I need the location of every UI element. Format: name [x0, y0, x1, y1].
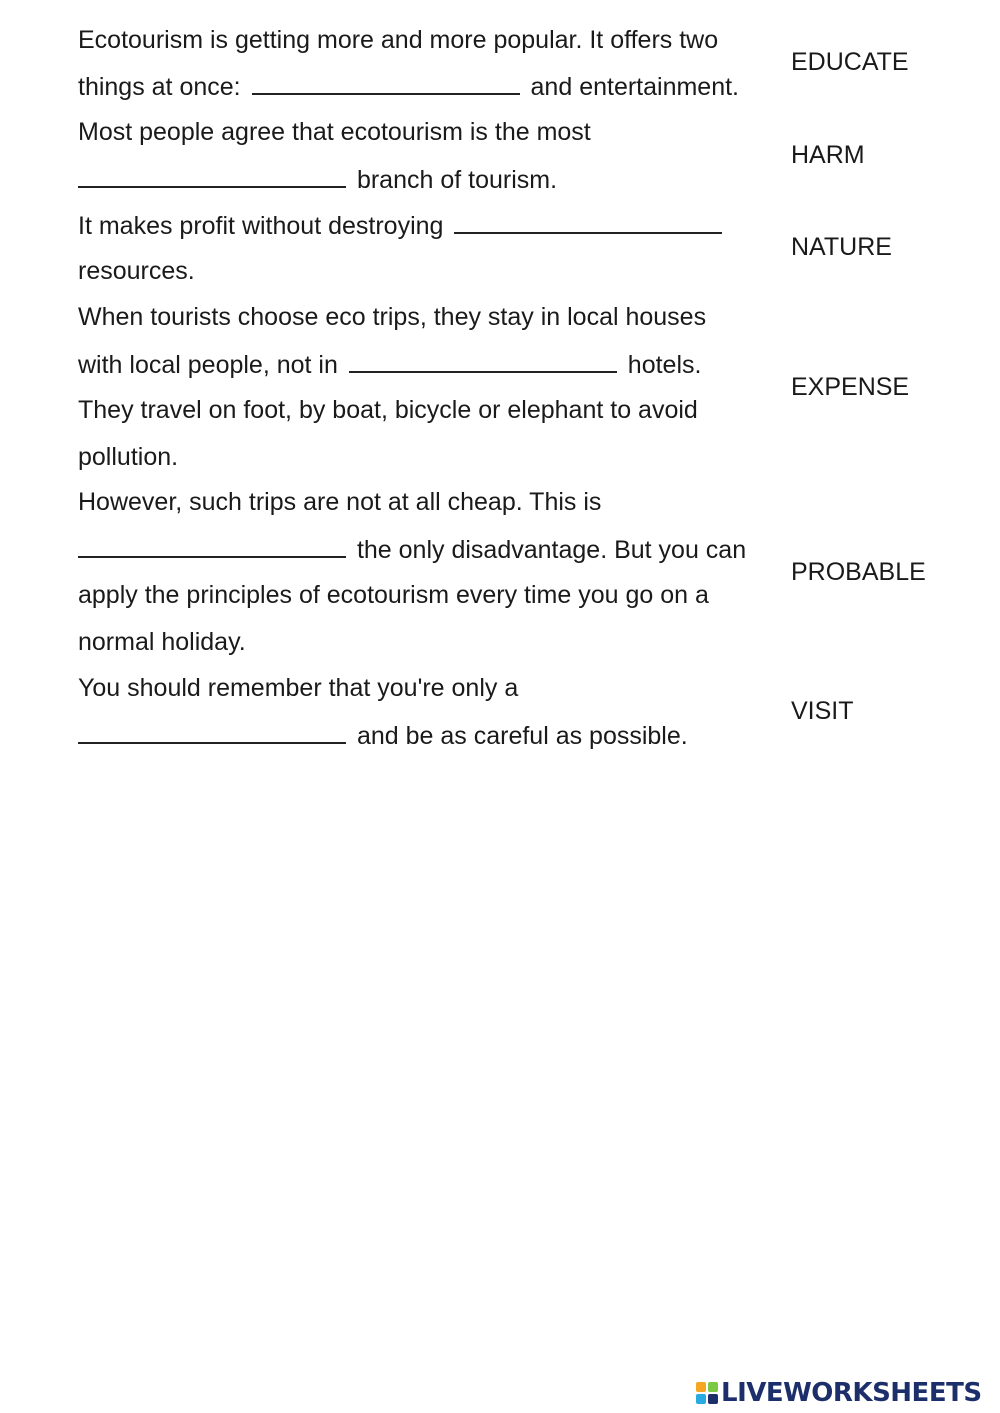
text-line: [78, 395, 698, 425]
line-text: the only disadvantage. But you can: [356, 536, 747, 564]
text-line: [78, 487, 601, 517]
line-text: apply the principles of ecotourism every time you go on a: [78, 581, 709, 609]
text-line: [78, 627, 246, 657]
logo-mark-icon: [696, 1382, 718, 1404]
answer-blank-2[interactable]: [78, 164, 346, 188]
line-text: branch of tourism.: [356, 166, 558, 194]
keyword-visit: VISIT: [791, 697, 854, 725]
line-text: with local people, not in: [78, 351, 338, 379]
line-text: pollution.: [78, 443, 179, 471]
line-text: Ecotourism is getting more and more popular. It offers two: [78, 26, 719, 54]
answer-blank-4[interactable]: [349, 349, 617, 373]
line-text: things at once:: [78, 73, 241, 101]
answer-blank-6[interactable]: [78, 720, 346, 744]
text-line: [78, 673, 518, 703]
keyword-expense: EXPENSE: [791, 373, 910, 401]
line-text: Most people agree that ecotourism is the most: [78, 118, 591, 146]
keyword-probable: PROBABLE: [791, 558, 926, 586]
line-text: normal holiday.: [78, 628, 246, 656]
text-line: [78, 349, 701, 380]
text-line: [78, 117, 591, 147]
line-text: and be as careful as possible.: [356, 722, 688, 750]
text-line: [78, 720, 688, 751]
text-line: [78, 164, 557, 195]
line-text: They travel on foot, by boat, bicycle or elephant to avoid: [78, 396, 698, 424]
text-line: [78, 442, 178, 472]
line-text: However, such trips are not at all cheap. This is: [78, 488, 602, 516]
logo-text: LIVEWORKSHEETS: [721, 1378, 982, 1408]
text-line: [78, 256, 195, 286]
answer-blank-3[interactable]: [454, 210, 722, 234]
line-text: It makes profit without destroying: [78, 212, 444, 240]
keyword-nature: NATURE: [791, 233, 892, 261]
text-line: [78, 71, 739, 102]
line-text: When tourists choose eco trips, they stay in local houses: [78, 303, 707, 331]
keyword-educate: EDUCATE: [791, 48, 909, 76]
line-text: hotels.: [627, 351, 702, 379]
text-line: [78, 302, 706, 332]
text-line: [78, 210, 726, 241]
line-text: resources.: [78, 257, 195, 285]
text-line: [78, 25, 718, 55]
line-text: and entertainment.: [530, 73, 740, 101]
text-line: [78, 580, 709, 610]
keyword-harm: HARM: [791, 141, 865, 169]
answer-blank-5[interactable]: [78, 534, 346, 558]
line-text: You should remember that you're only a: [78, 674, 519, 702]
text-line: [78, 534, 746, 565]
liveworksheets-logo: [696, 1378, 982, 1408]
answer-blank-1[interactable]: [252, 71, 520, 95]
